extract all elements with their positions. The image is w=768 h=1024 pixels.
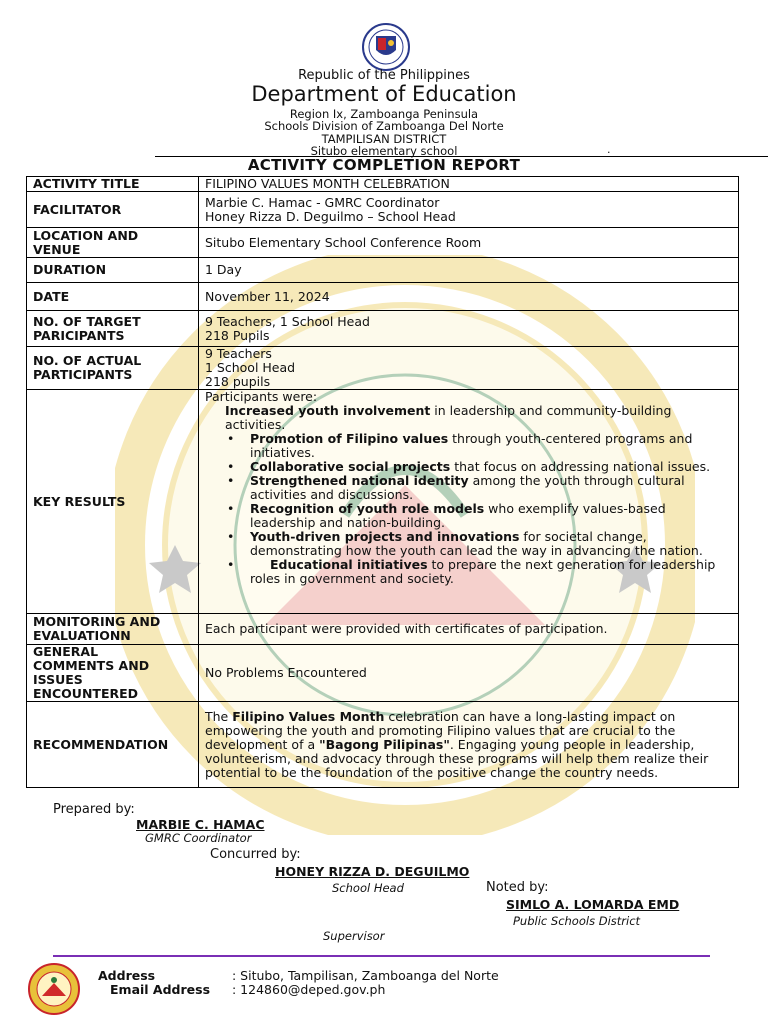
label-line: COMMENTS AND	[33, 658, 150, 673]
row-location	[27, 228, 739, 258]
value-monitoring: Each participant were provided with certificates of participation.	[199, 614, 739, 645]
report-title: ACTIVITY COMPLETION REPORT	[247, 156, 521, 174]
region-text: Region Ix, Zamboanga Peninsula	[289, 107, 479, 121]
label-recommendation: RECOMMENDATION	[27, 702, 199, 788]
school-text: Situbo elementary school	[310, 144, 458, 158]
value-activity-title: FILIPINO VALUES MONTH CELEBRATION	[199, 177, 739, 192]
row-monitoring	[27, 614, 739, 645]
label-location	[27, 228, 199, 258]
row-duration	[27, 258, 739, 283]
key-result-item: Increased youth involvement in leadership and community-building activities.	[225, 403, 672, 432]
target-line: 9 Teachers, 1 School Head	[205, 313, 370, 329]
label-date: DATE	[27, 283, 199, 311]
label-line: GENERAL	[33, 644, 99, 659]
value-comments: No Problems Encountered	[199, 645, 739, 702]
label-line: LOCATION AND	[33, 227, 139, 243]
facilitator-line: Marbie C. Hamac - GMRC Coordinator	[205, 194, 440, 210]
label-line: MONITORING AND	[33, 614, 161, 629]
label-line: PARICIPANTS	[33, 327, 125, 343]
noted-by-label: Noted by:	[486, 880, 549, 895]
value-facilitator	[199, 192, 739, 228]
label-line: ISSUES	[33, 672, 83, 687]
value-actual	[199, 347, 739, 390]
concurrer-name: HONEY RIZZA D. DEGUILMO	[275, 864, 470, 879]
label-facilitator: FACILITATOR	[27, 192, 199, 228]
deped-seal-logo	[357, 22, 415, 72]
school-trailing-mark: .	[607, 143, 611, 156]
email-value[interactable]: : 124860@deped.gov.ph	[232, 982, 386, 997]
row-key-results	[27, 390, 739, 614]
concurred-by-label: Concurred by:	[210, 847, 301, 862]
value-target	[199, 311, 739, 347]
value-recommendation: The Filipino Values Month celebration can have a long-lasting impact on empowering the youth and promoting Filipino values that are crucial to the development of a "Bagong Pilipinas". Engaging young people in leadership, volunteerism, and advocacy through these programs will help them realize their potential to be the foundation of the positive change the country needs.	[199, 702, 739, 788]
row-target-participants	[27, 311, 739, 347]
key-result-item: • Collaborative social projects that focus on addressing national issues.	[205, 460, 732, 474]
label-line: NO. OF TARGET	[33, 313, 141, 329]
email-label: Email Address	[110, 982, 211, 997]
activity-report-table	[26, 176, 739, 788]
label-duration: DURATION	[27, 258, 199, 283]
prepared-by-label: Prepared by:	[53, 802, 135, 817]
label-activity-title: ACTIVITY TITLE	[27, 177, 199, 192]
actual-line: 218 pupils	[205, 374, 271, 389]
key-results-list	[205, 404, 732, 586]
label-key-results: KEY RESULTS	[27, 390, 199, 614]
actual-line: 1 School Head	[205, 360, 296, 375]
row-actual-participants	[27, 347, 739, 390]
key-result-item: • Recognition of youth role models who exemplify values-based leadership and nation-building.	[205, 502, 732, 530]
label-line: EVALUATIONN	[33, 628, 131, 643]
school-logo	[24, 963, 84, 1015]
label-target	[27, 311, 199, 347]
label-monitoring	[27, 614, 199, 645]
key-result-item: • Youth-driven projects and innovations for societal change, demonstrating how the youth can lead the way in advancing the nation.	[205, 530, 732, 558]
value-duration: 1 Day	[199, 258, 739, 283]
noter-title-line-1: Public Schools District	[513, 914, 641, 928]
key-result-item: • Strengthened national identity among the youth through cultural activities and discussions.	[205, 474, 732, 502]
footer-divider	[53, 955, 710, 957]
label-line: VENUE	[33, 241, 81, 257]
label-line: PARTICIPANTS	[33, 367, 133, 382]
label-line: NO. OF ACTUAL	[33, 353, 142, 368]
row-recommendation	[27, 702, 739, 788]
district-text: TAMPILISAN DISTRICT	[321, 132, 447, 146]
preparer-name: MARBIE C. HAMAC	[136, 817, 265, 832]
key-results-intro: Participants were:	[205, 389, 318, 404]
row-comments	[27, 645, 739, 702]
republic-text: Republic of the Philippines	[298, 68, 470, 83]
preparer-title: GMRC Coordinator	[145, 831, 252, 845]
row-date	[27, 283, 739, 311]
label-line: ENCOUNTERED	[33, 686, 139, 701]
value-key-results	[199, 390, 739, 614]
address-label: Address	[98, 968, 156, 983]
row-activity-title	[27, 177, 739, 192]
key-result-item: • Promotion of Filipino values through youth-centered programs and initiatives.	[205, 432, 732, 460]
value-location: Situbo Elementary School Conference Room	[199, 228, 739, 258]
value-date: November 11, 2024	[199, 283, 739, 311]
label-actual	[27, 347, 199, 390]
noter-title-line-2: Supervisor	[323, 929, 385, 943]
noter-name: SIMLO A. LOMARDA EMD	[506, 897, 680, 912]
target-line: 218 Pupils	[205, 327, 270, 343]
concurrer-title: School Head	[332, 881, 404, 895]
address-value: : Situbo, Tampilisan, Zamboanga del Norte	[232, 968, 499, 983]
row-facilitator	[27, 192, 739, 228]
actual-line: 9 Teachers	[205, 346, 272, 361]
department-title: Department of Education	[251, 82, 517, 106]
facilitator-line: Honey Rizza D. Deguilmo – School Head	[205, 208, 456, 224]
division-text: Schools Division of Zamboanga Del Norte	[264, 119, 504, 133]
label-comments	[27, 645, 199, 702]
key-result-item: • Educational initiatives to prepare the next generation for leadership roles in government and society.	[205, 558, 732, 586]
